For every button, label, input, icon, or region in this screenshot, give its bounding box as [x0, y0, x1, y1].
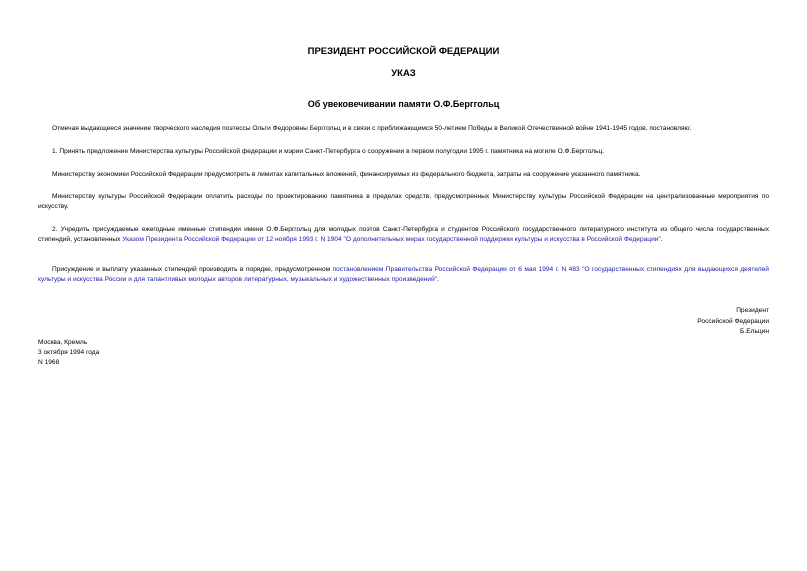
- paragraph-culture: Министерству культуры Российской Федерации оплатить расходы по проектированию памятника в пределах средств, предусмотренных Министерству культуры Российской Федерации на централизованные мероприятия по искусству.: [38, 193, 769, 210]
- document-subject: Об увековечивании памяти О.Ф.Берггольц: [307, 99, 500, 109]
- paragraph-item-2-end: .: [660, 235, 663, 243]
- signing-place: Москва, Кремль: [38, 339, 88, 346]
- signing-date: 3 октября 1994 года: [38, 349, 100, 356]
- place-date-block: [38, 338, 99, 368]
- paragraph-award-end: .: [437, 275, 439, 283]
- issuer-title: ПРЕЗИДЕНТ РОССИЙСКОЙ ФЕДЕРАЦИИ: [307, 46, 500, 57]
- signer-name: Б.Ельцин: [740, 328, 769, 335]
- signer-position: Президент: [736, 307, 769, 314]
- decree-number: N 1968: [38, 359, 60, 366]
- paragraph-economy: Министерству экономики Российской Федерации предусмотреть в лимитах капитальных вложений, финансируемых из федерального бюджета, затраты на сооружение указанного памятника.: [52, 171, 641, 178]
- resolution-483-link[interactable]: постановлением Правительства Российской Федерации от 6 мая 1994 г. N 483 "О государственных стипендиях для выдающихся деятелей культуры и искусства России и для талантливых молодых авторов литературных, музыкальных и художественных произведений": [38, 266, 769, 283]
- paragraph-item-1: 1. Принять предложение Министерства культуры Российской федерации и мэрии Санкт-Петербурга о сооружении в первом полугодии 1995 г. памятника на могиле О.Ф.Берггольц.: [52, 148, 605, 155]
- paragraph-preamble: Отмечая выдающееся значение творческого наследия поэтессы Ольги Федоровны Берггольц и в связи с приближающимся 50-летием Победы в Великой Отечественной войне 1941-1945 годов, постановляю:: [52, 125, 692, 132]
- paragraph-award-text: Присуждение и выплату указанных стипендий производить в порядке, предусмотренном: [52, 266, 333, 273]
- paragraph-award: [38, 265, 769, 285]
- paragraph-item-2: [38, 225, 769, 245]
- signature-block: [629, 306, 769, 338]
- paragraph-item-2-text: 2. Учредить присуждаемые ежегодные именные стипендии имени О.Ф.Берггольц для молодых поэтов Санкт-Петербурга и студентов Российского государственного литературного института из общего числа государственных стипендий, установленных: [38, 226, 769, 243]
- document-type: УКАЗ: [391, 68, 416, 79]
- signer-organization: Российской Федерации: [697, 317, 769, 325]
- decree-1904-link[interactable]: Указом Президента Российской Федерации от 12 ноября 1993 г. N 1904 "О дополнительных мерах государственной поддержки культуры и искусства в Российской Федерации": [122, 235, 661, 243]
